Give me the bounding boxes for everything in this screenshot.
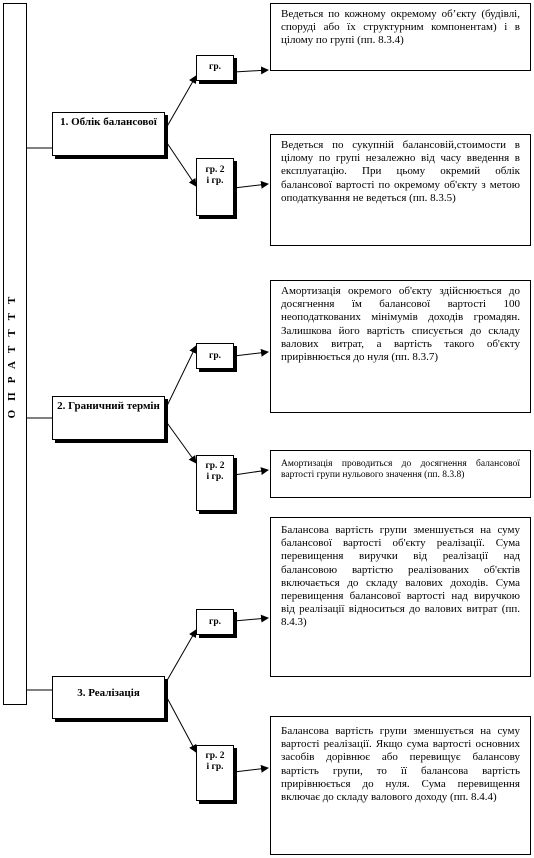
group-box-2 — [196, 745, 234, 801]
connector-arrow — [234, 70, 268, 72]
description-text: Балансова вартість групи зменшується на суму вартості реалізації. Якщо сума вартості основних засобів дорівнює або перевищує балансову вартість групи, то її балансова вартість прирівнюється до нуля. Сума перевищення включає до складу валового доходу (пп. 8.4.4) — [281, 725, 520, 804]
category-box-term — [52, 396, 165, 440]
connector-arrow — [165, 140, 196, 186]
group-box-single — [196, 343, 234, 369]
group-label: гр. — [209, 617, 221, 627]
group-box-single — [196, 609, 234, 635]
group-box-2 — [196, 455, 234, 511]
connector-arrow — [165, 694, 196, 752]
description-text: Балансова вартість групи зменшується на суму балансової вартості об'єкту реалізації. Сума перевищення виручки від реалізації над балансовою вартістю реалізованих об'єктів включається до складу валових доходів. Сума перевищення балансової вартості над виручкою від реалізації відноситься до валових витрат (пп. 8.4.3) — [281, 524, 520, 629]
category-label: 2. Граничний термін — [57, 400, 160, 412]
description-text: Ведеться по сукупній балансовій,стоимости в цілому по групі незалежно від часу введення в експлуатацію. При цьому окремий облік балансової вартості по окремому об'єкту з метою оподаткування не ведеться (пп. 8.3.5) — [281, 139, 520, 204]
description-box — [270, 280, 531, 413]
category-label: 1. Облік балансової — [60, 116, 157, 128]
group-label: гр. — [209, 62, 221, 72]
category-label: 3. Реалізація — [77, 687, 140, 699]
description-box — [270, 716, 531, 855]
description-text: Ведеться по кожному окремому об’єкту (будівлі, споруді або їх структурним компонентам) і в цілому по групі (пп. 8.3.4) — [281, 8, 520, 47]
description-box — [270, 450, 531, 498]
description-box — [270, 134, 531, 246]
connector-arrow — [234, 184, 268, 188]
description-text: Амортизація окремого об'єкту здійснюється до досягнення їм балансової вартості 100 неоподаткованих мінімумів доходів громадян. Залишкова його вартість списується до складу валових витрат, а вартість такого об'єкту прирівнюється до нуля (пп. 8.3.7) — [281, 285, 520, 364]
description-text: Амортизація проводиться до досягнення балансової вартості групи нульового значення (пп. 8.3.8) — [281, 459, 520, 480]
group-box-single — [196, 55, 234, 81]
category-box-sale — [52, 676, 165, 719]
group-box-2 — [196, 158, 234, 216]
group-label: гр. — [209, 351, 221, 361]
description-box — [270, 517, 531, 677]
connector-arrow — [234, 768, 268, 772]
group-label: гр. 2 і гр. — [205, 165, 225, 186]
description-box — [270, 3, 531, 71]
connector-arrow — [234, 352, 268, 356]
connector-arrow — [234, 470, 268, 475]
group-label: гр. 2 і гр. — [205, 461, 225, 482]
connector-arrow — [234, 618, 268, 621]
connector-arrow — [165, 346, 196, 410]
group-label: гр. 2 і гр. — [205, 751, 225, 772]
connector-arrow — [165, 76, 196, 130]
connector-arrow — [165, 630, 196, 684]
vertical-title: ОПРАТТТТ — [6, 287, 18, 419]
category-box-accounting — [52, 112, 165, 156]
connector-arrow — [165, 420, 196, 463]
